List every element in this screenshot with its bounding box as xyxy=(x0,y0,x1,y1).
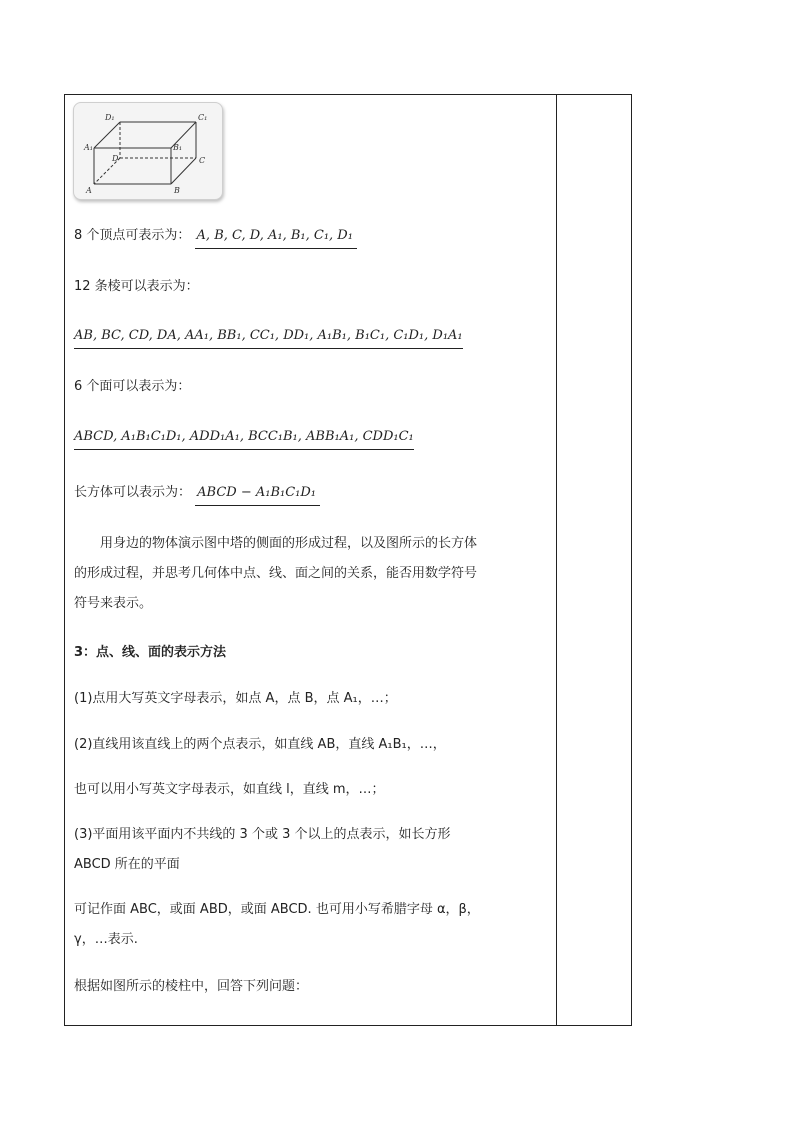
cuboid-figure xyxy=(73,102,223,200)
label-A: A xyxy=(86,186,92,195)
faces-label: 6 个面可以表示为： xyxy=(74,379,191,394)
cuboid-value: ABCD − A₁B₁C₁D₁ xyxy=(195,484,320,506)
intro-paragraph: 用身边的物体演示图中塔的侧面的形成过程，以及图所示的长方体的形成过程，并思考几何体中点、线、面之间的关系，能否用数学符号符号来表示。 xyxy=(74,536,478,611)
section-title: 3：点、线、面的表示方法 xyxy=(74,645,227,660)
cuboid-label: 长方体可以表示为： xyxy=(74,485,192,500)
item-line: (2)直线用该直线上的两个点表示，如直线 AB，直线 A₁B₁，…， xyxy=(74,737,446,752)
item-plane: (3)平面用该平面内不共线的 3 个或 3 个以上的点表示，如长方形 ABCD 所在的平面 xyxy=(74,827,451,872)
label-D: D xyxy=(112,154,119,163)
label-C: C xyxy=(199,156,206,165)
edges-value: AB, BC, CD, DA, AA₁, BB₁, CC₁, DD₁, A₁B₁, B₁C₁, C₁D₁, D₁A₁ xyxy=(74,327,463,349)
label-D1: D₁ xyxy=(105,113,115,122)
vertices-label: 8 个顶点可表示为： xyxy=(74,228,191,243)
question-prompt: 根据如图所示的棱柱中，回答下列问题： xyxy=(74,979,309,994)
vertices-line xyxy=(74,226,357,249)
label-A1: A₁ xyxy=(84,143,93,152)
faces-value: ABCD, A₁B₁C₁D₁, ADD₁A₁, BCC₁B₁, ABB₁A₁, CDD₁C₁ xyxy=(74,428,414,450)
cuboid-diagram xyxy=(74,103,222,199)
edges-label: 12 条棱可以表示为： xyxy=(74,279,199,294)
lesson-table xyxy=(64,94,632,1026)
item-plane-alt: 可记作面 ABC，或面 ABD，或面 ABCD. 也可用小写希腊字母 α，β，γ，…表示. xyxy=(74,902,480,947)
label-C1: C₁ xyxy=(198,113,208,122)
cuboid-line xyxy=(74,483,320,506)
vertices-value: A, B, C, D, A₁, B₁, C₁, D₁ xyxy=(195,227,357,249)
item-point: (1)点用大写英文字母表示，如点 A，点 B，点 A₁，…； xyxy=(74,691,397,706)
label-B1: B₁ xyxy=(173,143,183,152)
column-divider xyxy=(556,95,557,1025)
label-B: B xyxy=(174,186,180,195)
item-line-alt: 也可以用小写英文字母表示，如直线 l，直线 m，…； xyxy=(74,782,385,797)
